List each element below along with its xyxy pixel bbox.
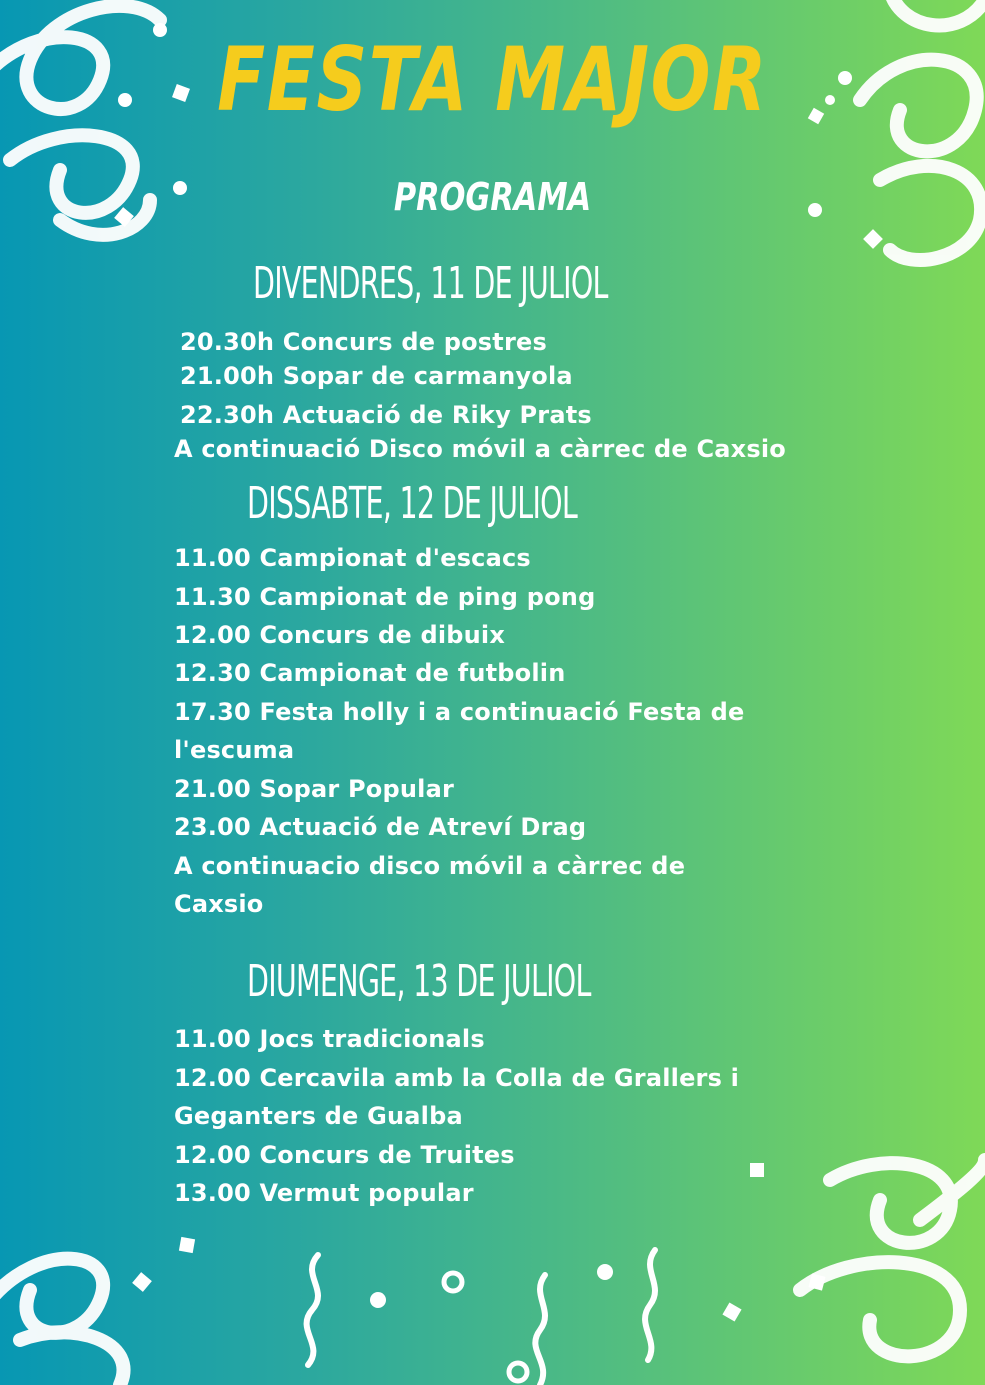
- schedule-item: 12.30 Campionat de futbolin: [174, 659, 566, 687]
- schedule-item: 21.00h Sopar de carmanyola: [180, 362, 573, 390]
- schedule-item: 21.00 Sopar Popular: [174, 775, 455, 803]
- schedule-item: 22.30h Actuació de Riky Prats: [180, 401, 592, 429]
- schedule-item: A continuacio disco móvil a càrrec de: [174, 852, 686, 880]
- schedule-item: Geganters de Gualba: [174, 1102, 463, 1130]
- schedule-sunday: [174, 1025, 739, 1217]
- schedule-item: Caxsio: [174, 890, 264, 918]
- day-heading-saturday: DISSABTE, 12 DE JULIOL: [247, 478, 577, 529]
- poster-subtitle: PROGRAMA: [393, 175, 592, 219]
- schedule-item: 12.00 Concurs de dibuix: [174, 621, 506, 649]
- schedule-item: 17.30 Festa holly i a continuació Festa de: [174, 698, 745, 726]
- poster-title: FESTA MAJOR: [217, 28, 768, 131]
- schedule-item: 11.30 Campionat de ping pong: [174, 583, 596, 611]
- schedule-item: 23.00 Actuació de Atreví Drag: [174, 813, 587, 841]
- schedule-item: 12.00 Concurs de Truites: [174, 1141, 515, 1169]
- schedule-item: 11.00 Jocs tradicionals: [174, 1025, 485, 1053]
- schedule-item: 12.00 Cercavila amb la Colla de Grallers i: [174, 1064, 740, 1092]
- schedule-saturday: [174, 544, 744, 928]
- schedule-item: 13.00 Vermut popular: [174, 1179, 474, 1207]
- schedule-item: A continuació Disco móvil a càrrec de Caxsio: [174, 435, 786, 463]
- schedule-item: 20.30h Concurs de postres: [180, 328, 547, 356]
- day-heading-sunday: DIUMENGE, 13 DE JULIOL: [247, 956, 591, 1007]
- schedule-item: l'escuma: [174, 736, 295, 764]
- schedule-friday: [174, 328, 786, 469]
- day-heading-friday: DIVENDRES, 11 DE JULIOL: [253, 258, 608, 309]
- schedule-item: 11.00 Campionat d'escacs: [174, 544, 531, 572]
